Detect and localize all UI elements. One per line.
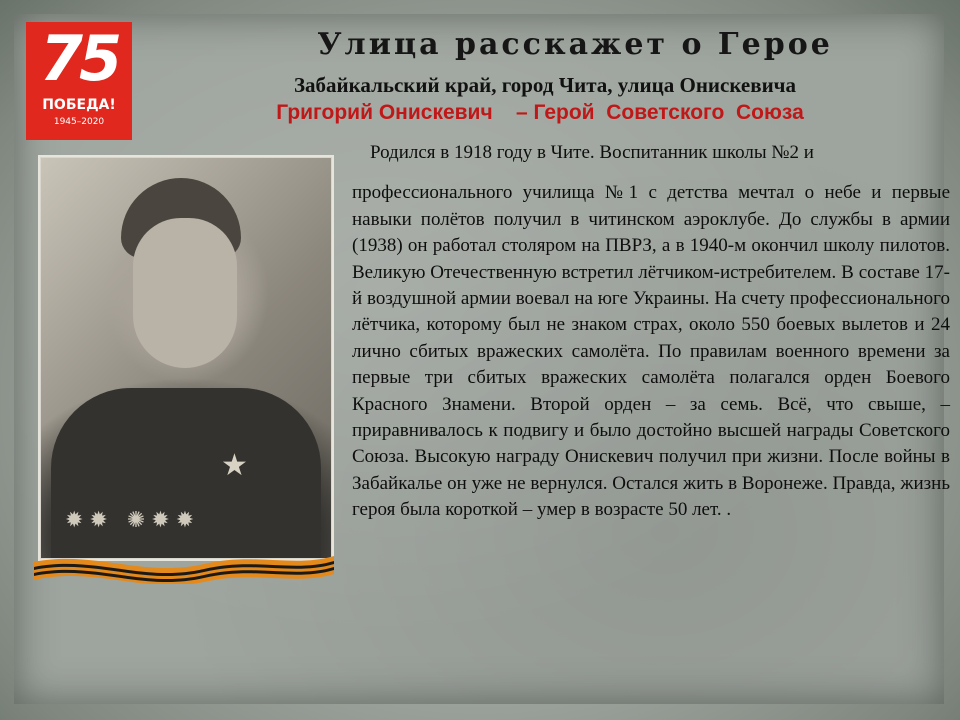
logo-years: 1945–2020 <box>53 117 105 127</box>
page-subtitle: Забайкальский край, город Чита, улица Онискевича <box>293 73 797 97</box>
hero-name-line: Григорий Онискевич – Герой Советского Союза <box>276 101 804 124</box>
portrait-face <box>133 218 237 368</box>
medals-icon: ✹✹ ✺✹✹ <box>65 508 201 533</box>
logo-number: 75 <box>39 22 119 95</box>
st-george-ribbon-icon <box>34 548 334 584</box>
logo-word: ПОБЕДА! <box>42 97 116 113</box>
victory-75-logo <box>26 22 132 140</box>
biography-text <box>352 140 950 524</box>
biography-first-line: Родился в 1918 году в Чите. Воспитанник школы №2 и <box>370 142 814 163</box>
page-title: Улица расскажет о Герое <box>317 27 833 62</box>
biography-paragraph: профессионального училища №1 с детства мечтал о небе и первые навыки полётов получил в читинском аэроклубе. До службы в армии (1938) он работал столяром на ПВРЗ, а в 1940-м окончил школу пилотов. Великую Отечественную встретил лётчиком-истребителем. В составе 17-й воздушной армии воевал на юге Украины. На счету профессионального лётчика, которому был не знаком страх, около 550 боевых вылетов и 24 лично сбитых вражеских самолёта. По правилам военного времени за первые три сбитых вражеских самолёта полагался орден Боевого Красного Знамени. Второй орден – за семь. Всё, что свыше, – приравнивалось к подвигу и было достойно высшей награды Советского Союза. Высокую награду Онискевич получил при жизни. После войны в Забайкалье он уже не вернулся. Остался жить в Воронеже. Правда, жизнь героя была короткой – умер в возрасте 50 лет. . <box>352 182 950 521</box>
soldier-portrait-photo <box>40 157 332 559</box>
gold-star-icon: ★ <box>221 448 248 483</box>
